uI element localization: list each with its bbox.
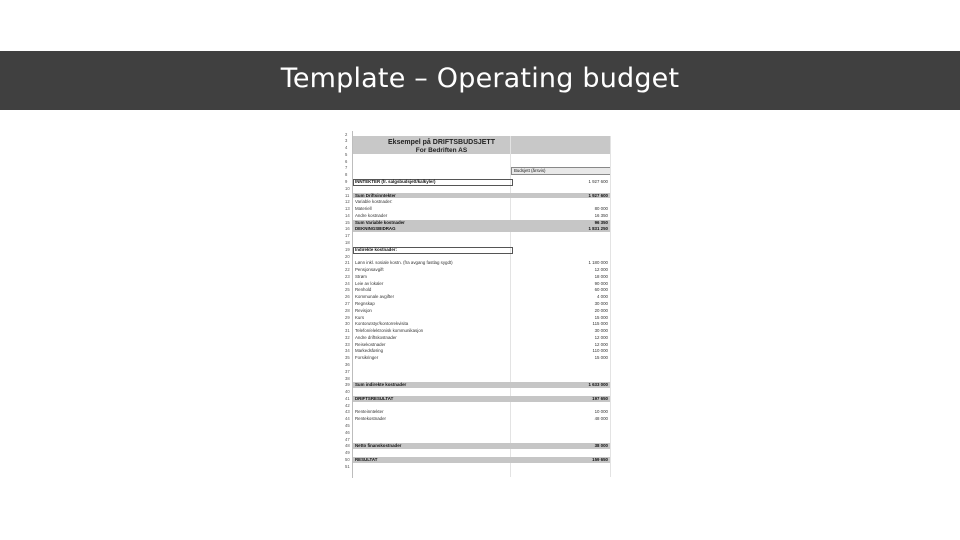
row-number: 23 [345,273,350,279]
table-row [344,274,611,280]
row-value: 197 650 [592,395,608,401]
row-number: 11 [345,192,350,198]
row-label: Leie av lokaler [355,280,384,286]
row-value: 10 000 [594,409,608,415]
row-number: 41 [345,395,350,401]
row-value: 1 633 000 [588,382,608,388]
table-row [344,226,611,232]
row-value: 15 000 [594,355,608,361]
table-row [344,464,611,470]
row-number: 22 [345,267,350,273]
table-row [344,138,611,144]
row-label: Sum Variable kostnader [355,219,405,225]
row-label: Renteinntekter [355,409,384,415]
table-row [344,260,611,266]
row-label: Andre kostnader [355,212,388,218]
row-number: 13 [345,206,350,212]
table-row [344,301,611,307]
row-number: 38 [345,375,350,381]
budget-column-label: Budsjett (årsvis) [514,167,546,173]
row-number: 48 [345,443,350,449]
row-number: 24 [345,280,350,286]
table-row [344,362,611,368]
row-number: 46 [345,429,350,435]
table-row [344,321,611,327]
table-row [344,409,611,415]
row-value: 60 000 [594,287,608,293]
table-row [344,220,611,226]
row-number: 15 [345,219,350,225]
row-number: 47 [345,436,350,442]
table-row [344,396,611,402]
table-row [344,233,611,239]
table-row [344,389,611,395]
row-number: 45 [345,423,350,429]
row-label: Indirekte kostnader: [355,246,397,252]
table-row [344,247,611,253]
row-number: 39 [345,382,350,388]
row-value: 48 000 [594,416,608,422]
row-value: 16 350 [594,212,608,218]
spreadsheet-image [344,131,611,478]
table-row [344,294,611,300]
table-row [344,159,611,165]
row-number: 27 [345,301,350,306]
row-number: 42 [345,402,350,408]
table-row [344,186,611,192]
table-row [344,145,611,151]
row-value: 4 000 [597,294,608,300]
row-value: 18 000 [594,273,608,279]
row-label: Andre driftskostnader [355,334,397,340]
row-number: 29 [345,314,350,320]
row-label: Sum indirekte kostnader [355,382,407,388]
row-label: Rentekostnader [355,416,386,422]
row-number: 17 [345,233,350,239]
row-value: 1 180 000 [588,260,608,266]
row-label: DEKNINGSBIDRAG [355,226,396,232]
row-number: 28 [345,307,350,313]
row-number: 35 [345,355,350,361]
table-row [344,376,611,382]
table-row [344,287,611,293]
table-row [344,240,611,246]
row-label: Revisjon [355,307,372,313]
table-row [344,267,611,273]
table-row [344,213,611,219]
table-row [344,315,611,321]
table-row [344,443,611,449]
sheet-header-title: Eksempel på DRIFTSBUDSJETT [388,139,495,146]
table-row [344,193,611,199]
row-label: Reisekostnader [355,341,386,347]
row-number: 43 [345,409,350,415]
table-row [344,348,611,354]
row-number: 26 [345,294,350,300]
row-value: 15 000 [594,314,608,320]
row-value: 30 000 [594,301,608,306]
row-number: 37 [345,368,350,374]
row-number: 3 [345,138,348,144]
row-number: 49 [345,450,350,456]
row-number: 16 [345,226,350,232]
row-number: 31 [345,328,350,334]
row-label: Sum Driftsinntekter [355,192,396,198]
row-label: Renhold [355,287,372,293]
row-value: 115 000 [592,321,608,327]
row-value: 1 927 600 [588,178,608,184]
table-row [344,199,611,205]
row-label: RESULTAT [355,456,378,462]
row-value: 20 000 [594,307,608,313]
table-row [344,206,611,212]
row-label: Lønn inkl. sosiale kostn. (fra avgang fastlag sygdt) [355,260,453,266]
row-number: 51 [345,463,350,469]
row-label: Netto finanskostnader [355,443,402,449]
row-number: 32 [345,334,350,340]
row-value: 159 650 [592,456,608,462]
row-number: 12 [345,199,350,205]
row-number: 18 [345,239,350,245]
row-number: 10 [345,185,350,191]
row-number: 25 [345,287,350,293]
row-number: 14 [345,212,350,218]
table-row [344,254,611,260]
sheet-header-subtitle: For Bedriften AS [415,146,468,154]
row-label: Regnskap [355,301,375,306]
row-label: Kontorutstyr/kontorrekvisita [355,321,409,327]
row-number: 50 [345,456,350,462]
row-value: 80 000 [594,206,608,212]
row-label: Materiell [355,206,372,212]
table-row [344,281,611,287]
table-row [344,437,611,443]
row-value: 110 000 [592,348,608,354]
row-label: Strøm [355,273,367,279]
row-label: Variable kostnader: [355,199,393,205]
row-number: 5 [345,151,348,157]
row-number: 2 [345,131,348,137]
row-number: 21 [345,260,350,266]
row-value: 1 831 250 [588,226,608,232]
table-row [344,423,611,429]
row-value: 12 000 [594,334,608,340]
table-row [344,369,611,375]
row-number: 30 [345,321,350,327]
table-row [344,335,611,341]
table-row [344,416,611,422]
row-label: Kommunale avgifter [355,294,395,300]
row-number: 40 [345,389,350,395]
table-row [344,308,611,314]
row-value: 12 000 [594,341,608,347]
table-row [344,172,611,178]
table-row [344,403,611,409]
row-value: 96 350 [594,219,608,225]
row-number: 20 [345,253,350,259]
row-number: 8 [345,172,348,178]
row-number: 34 [345,348,350,354]
table-row [344,132,611,138]
row-number: 36 [345,362,350,368]
row-value: 30 000 [594,328,608,334]
table-row [344,430,611,436]
row-label: DRIFTSRESULTAT [355,395,394,401]
row-number: 7 [345,165,348,171]
row-number: 9 [345,178,348,184]
row-number: 33 [345,341,350,347]
row-label: Kurs [355,314,365,320]
table-row [344,457,611,463]
table-row [344,450,611,456]
table-row [344,342,611,348]
table-row [344,328,611,334]
row-label: INNTEKTER (fr. salgsbudsjett/kalkyler) [355,178,436,184]
row-number: 19 [345,246,350,252]
row-value: 1 927 600 [588,192,608,198]
row-label: Markedsføring [355,348,384,354]
row-label: Pensjonsavgift [355,267,384,273]
table-row [344,179,611,185]
table-row [344,355,611,361]
table-row [344,165,611,171]
row-value: 12 000 [594,267,608,273]
row-value: 90 000 [594,280,608,286]
slide-title: Template – Operating budget [280,63,680,94]
row-value: 38 000 [594,443,608,449]
row-label: Telefon/elektronisk kommunikasjon [355,328,424,334]
slide-title-bar [0,51,960,110]
table-row [344,152,611,158]
row-number: 44 [345,416,350,422]
table-row [344,382,611,388]
row-label: Forsikringer [355,355,379,361]
row-number: 6 [345,158,348,164]
row-number: 4 [345,145,348,151]
